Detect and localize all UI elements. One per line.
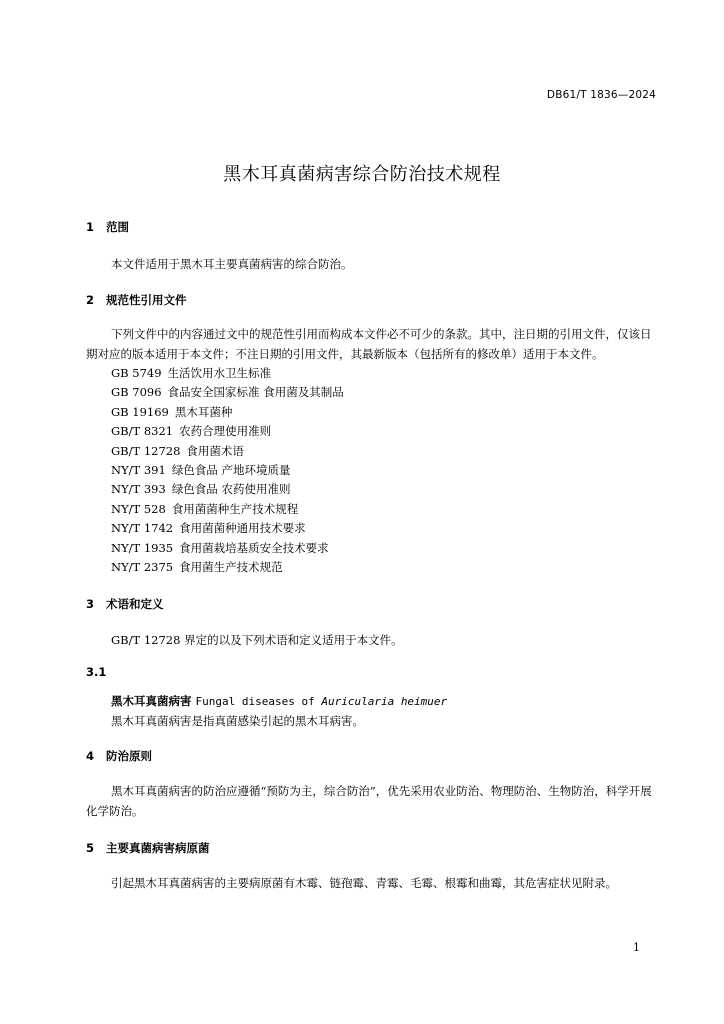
reference-item: NY/T 528 食用菌菌种生产技术规程 — [111, 501, 299, 516]
page-number: 1 — [633, 941, 640, 954]
section-1-text: 本文件适用于黑木耳主要真菌病害的综合防治。 — [111, 257, 353, 271]
section-4-text: 黑木耳真菌病害的防治应遵循“预防为主，综合防治”，优先采用农业防治、物理防治、生物防治，科学开展化学防治。 — [86, 784, 652, 819]
reference-item: GB 19169 黑木耳菌种 — [111, 404, 233, 419]
standard-code: DB61/T 1836—2024 — [546, 89, 656, 101]
section-number: 2 — [86, 293, 95, 307]
reference-item: GB/T 12728 食用菌术语 — [111, 443, 244, 458]
reference-item: NY/T 393 绿色食品 农药使用准则 — [111, 482, 291, 497]
reference-item: NY/T 391 绿色食品 产地环境质量 — [111, 462, 291, 477]
term-scientific-name: Auricularia heimuer — [321, 695, 448, 709]
section-3-text: GB/T 12728 界定的以及下列术语和定义适用于本文件。 — [111, 633, 403, 648]
section-title: 术语和定义 — [106, 597, 164, 612]
section-number: 3 — [86, 597, 95, 612]
section-title: 规范性引用文件 — [106, 293, 187, 307]
reference-item: NY/T 2375 食用菌生产技术规范 — [111, 559, 283, 574]
document-title: 黑木耳真菌病害综合防治技术规程 — [223, 164, 501, 185]
reference-item: NY/T 1742 食用菌菌种通用技术要求 — [111, 521, 306, 536]
term-definition: 黑木耳真菌病害是指真菌感染引起的黑木耳病害。 — [111, 714, 364, 729]
section-title: 范围 — [106, 220, 129, 234]
section-number: 5 — [86, 841, 95, 856]
section-2-heading — [86, 291, 658, 309]
section-4-heading — [86, 747, 658, 765]
reference-item: GB 5749 生活饮用水卫生标准 — [111, 366, 272, 380]
section-5-heading — [86, 839, 658, 857]
reference-list — [86, 364, 658, 577]
term-chinese: 黑木耳真菌病害 — [111, 694, 192, 709]
section-title: 防治原则 — [106, 749, 152, 764]
document-body — [86, 218, 658, 893]
term-english: Fungal diseases of Auricularia heimuer — [195, 695, 448, 709]
term-entry — [86, 691, 658, 711]
subsection-number: 3.1 — [86, 665, 107, 680]
section-title: 主要真菌病害病原菌 — [106, 841, 210, 856]
reference-item: GB 7096 食品安全国家标准 食用菌及其制品 — [111, 385, 344, 400]
section-2-intro: 下列文件中的内容通过文中的规范性引用而构成本文件必不可少的条款。其中，注日期的引用文件，仅该日期对应的版本适用于本文件；不注日期的引用文件，其最新版本（包括所有的修改单）适用于本文件。 — [86, 327, 652, 361]
reference-item: NY/T 1935 食用菌栽培基质安全技术要求 — [111, 540, 329, 555]
reference-item: GB/T 8321 农药合理使用准则 — [111, 424, 272, 439]
section-1-heading — [86, 218, 658, 236]
section-3-heading — [86, 595, 658, 613]
section-number: 1 — [86, 220, 95, 234]
section-5-text: 引起黑木耳真菌病害的主要病原菌有木霉、链孢霉、青霉、毛霉、根霉和曲霉，其危害症状见附录。 — [111, 876, 617, 891]
section-number: 4 — [86, 749, 95, 764]
